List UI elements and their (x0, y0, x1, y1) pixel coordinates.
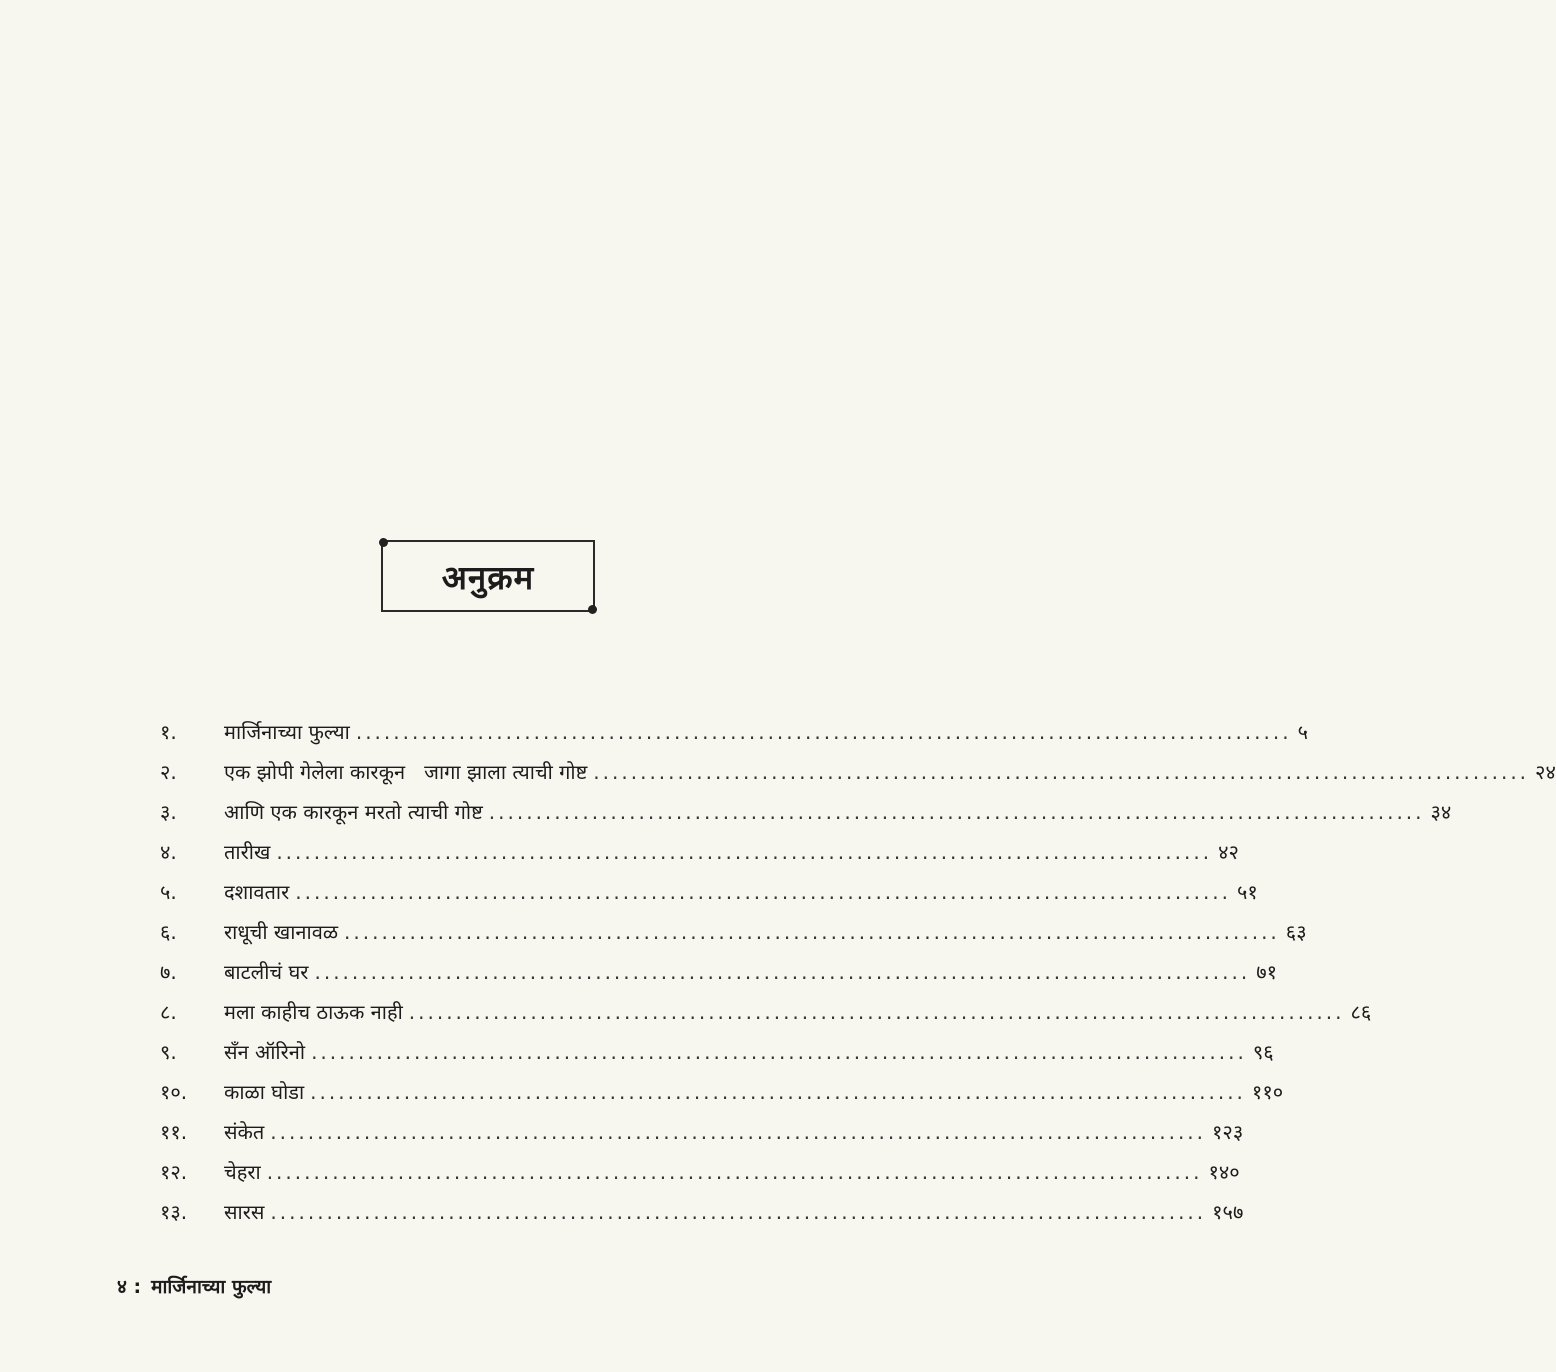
toc-entry (160, 1158, 1240, 1198)
toc-dot-leader: .................................................................................................... (266, 1160, 1203, 1184)
toc-entry (160, 838, 1239, 878)
toc-entry-number: ४. (160, 840, 177, 864)
toc-entry-title: आणि एक कारकून मरतो त्याची गोष्ट (224, 800, 483, 824)
toc-entry-page: ११० (1251, 1080, 1284, 1104)
toc-entry-title: बाटलीचं घर (224, 960, 309, 984)
toc-entry-number: ५. (160, 880, 177, 904)
toc-entry (160, 1038, 1274, 1078)
toc-dot-leader: .................................................................................................... (310, 1080, 1246, 1104)
toc-entry (160, 798, 1452, 838)
toc-entry (160, 958, 1278, 998)
toc-entry-number: ७. (160, 960, 177, 984)
toc-dot-leader: .................................................................................................... (314, 960, 1251, 984)
toc-entry (160, 998, 1372, 1038)
toc-entry (160, 1118, 1244, 1158)
toc-entry-title: एक झोपी गेलेला कारकून जागा झाला त्याची गोष्ट (224, 760, 588, 784)
toc-entry-page: ७१ (1256, 960, 1278, 984)
toc-dot-leader: .................................................................................................... (355, 720, 1292, 744)
toc-entry-page: १५७ (1212, 1200, 1244, 1224)
toc-entry (160, 1198, 1244, 1238)
toc-entry (160, 1078, 1284, 1118)
toc-entry-page: ५ (1297, 720, 1308, 744)
toc-entry-page: १४० (1208, 1160, 1240, 1184)
toc-entry-number: १०. (160, 1080, 188, 1104)
toc-dot-leader: .................................................................................................... (311, 1040, 1247, 1064)
toc-entry-number: ८. (160, 1000, 177, 1024)
corner-dot-icon (588, 605, 597, 614)
toc-dot-leader: .................................................................................................... (593, 760, 1530, 784)
toc-entry (160, 758, 1556, 798)
toc-entry-title: सारस (224, 1200, 265, 1224)
toc-entry-page: ९६ (1252, 1040, 1274, 1064)
toc-dot-leader: .................................................................................................... (276, 840, 1213, 864)
toc-dot-leader: .................................................................................................... (295, 880, 1232, 904)
toc-entry-page: ३४ (1430, 800, 1452, 824)
toc-entry-number: १३. (160, 1200, 188, 1224)
page-footer (117, 1273, 271, 1299)
toc-entry-page: ५१ (1237, 880, 1258, 904)
toc-dot-leader: .................................................................................................... (344, 920, 1280, 944)
toc-entry (160, 718, 1308, 758)
toc-entry-number: ९. (160, 1040, 177, 1064)
toc-entry-page: १२३ (1212, 1120, 1244, 1144)
toc-entry-title: संकेत (224, 1120, 265, 1144)
toc-entry (160, 918, 1307, 958)
toc-dot-leader: .................................................................................................... (270, 1200, 1207, 1224)
toc-dot-leader: .................................................................................................... (488, 800, 1425, 824)
contents-heading-box (381, 540, 595, 612)
toc-entry-title: दशावतार (224, 880, 290, 904)
toc-entry-page: ६३ (1285, 920, 1307, 944)
toc-entry-number: २. (160, 760, 177, 784)
toc-dot-leader: .................................................................................................... (270, 1120, 1207, 1144)
toc-entry-number: ६. (160, 920, 177, 944)
toc-entry (160, 878, 1258, 918)
toc-entry-page: ८६ (1350, 1000, 1372, 1024)
contents-heading: अनुक्रम (441, 557, 535, 597)
toc-dot-leader: .................................................................................................... (408, 1000, 1345, 1024)
footer-book-title: मार्जिनाच्या फुल्या (151, 1276, 272, 1298)
toc-entry-page: २४ (1535, 760, 1556, 784)
footer-page-number: ४ : (117, 1276, 142, 1298)
toc-entry-title: सँन ऑरिनो (224, 1040, 306, 1064)
toc-entry-title: चेहरा (224, 1160, 261, 1184)
toc-entry-title: तारीख (224, 840, 271, 864)
toc-entry-number: ३. (160, 800, 177, 824)
toc-entry-number: १. (160, 720, 177, 744)
corner-dot-icon (379, 538, 388, 547)
toc-entry-title: मला काहीच ठाऊक नाही (224, 1000, 403, 1024)
toc-entry-title: मार्जिनाच्या फुल्या (224, 720, 350, 744)
toc-entry-number: ११. (160, 1120, 188, 1144)
toc-entry-page: ४२ (1218, 840, 1239, 864)
toc-entry-number: १२. (160, 1160, 188, 1184)
toc-entry-title: काळा घोडा (224, 1080, 305, 1104)
toc-entry-title: राधूची खानावळ (224, 920, 339, 944)
